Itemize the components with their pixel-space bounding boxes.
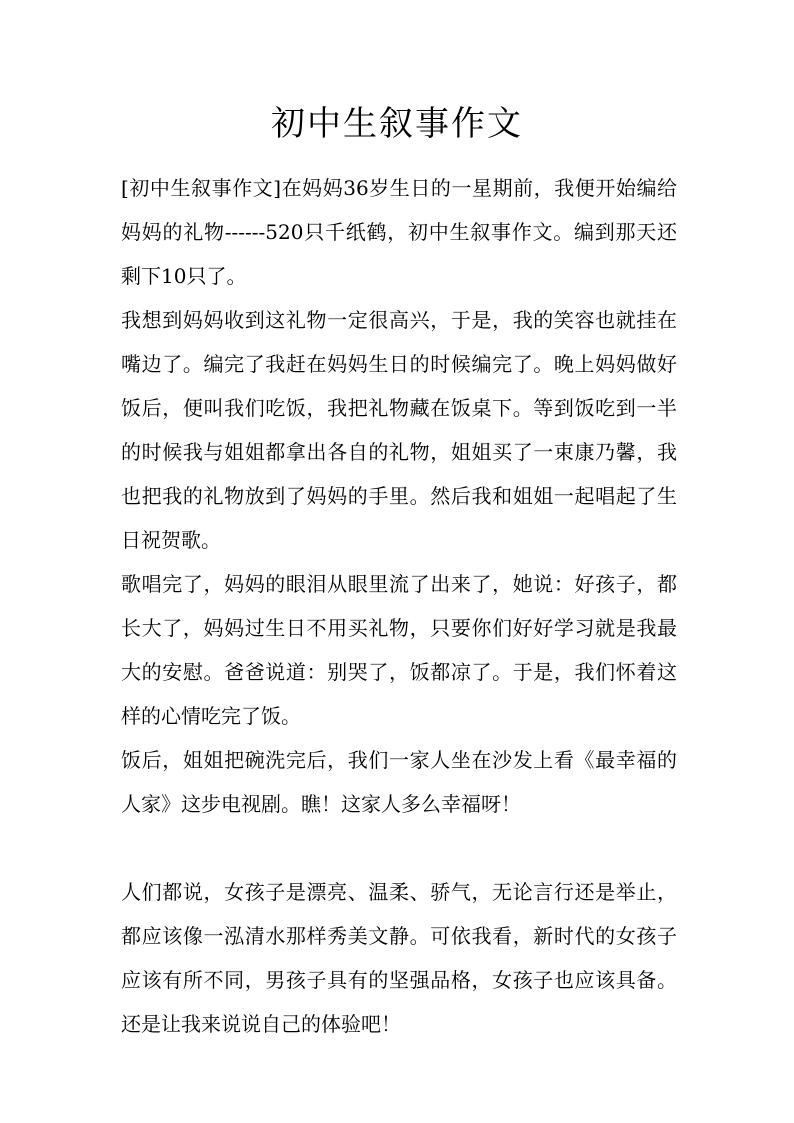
paragraph-4: 饭后，姐姐把碗洗完后，我们一家人坐在沙发上看《最幸福的人家》这步电视剧。瞧！这家人多么幸福呀！	[121, 748, 677, 816]
paragraph-1: [初中生叙事作文]在妈妈36岁生日的一星期前，我便开始编给妈妈的礼物------520只千纸鹤，初中生叙事作文。编到那天还剩下10只了。	[121, 176, 677, 288]
paragraph-2: 我想到妈妈收到这礼物一定很高兴，于是，我的笑容也就挂在嘴边了。编完了我赶在妈妈生日的时候编完了。晚上妈妈做好饭后，便叫我们吃饭，我把礼物藏在饭桌下。等到饭吃到一半的时候我与姐姐都拿出各自的礼物，姐姐买了一束康乃馨，我也把我的礼物放到了妈妈的手里。然后我和姐姐一起唱起了生日祝贺歌。	[121, 308, 677, 552]
paragraph-5: 人们都说，女孩子是漂亮、温柔、骄气，无论言行还是举止，都应该像一泓清水那样秀美文静。可依我看，新时代的女孩子应该有所不同，男孩子具有的坚强品格，女孩子也应该具备。还是让我来说说自己的体验吧！	[121, 880, 677, 1036]
document-body	[121, 166, 677, 1046]
paragraph-gap	[121, 826, 677, 870]
document-title: 初中生叙事作文	[271, 104, 523, 144]
paragraph-3: 歌唱完了，妈妈的眼泪从眼里流了出来了，她说：好孩子，都长大了，妈妈过生日不用买礼物，只要你们好好学习就是我最大的安慰。爸爸说道：别哭了，饭都凉了。于是，我们怀着这样的心情吃完了饭。	[121, 572, 677, 728]
